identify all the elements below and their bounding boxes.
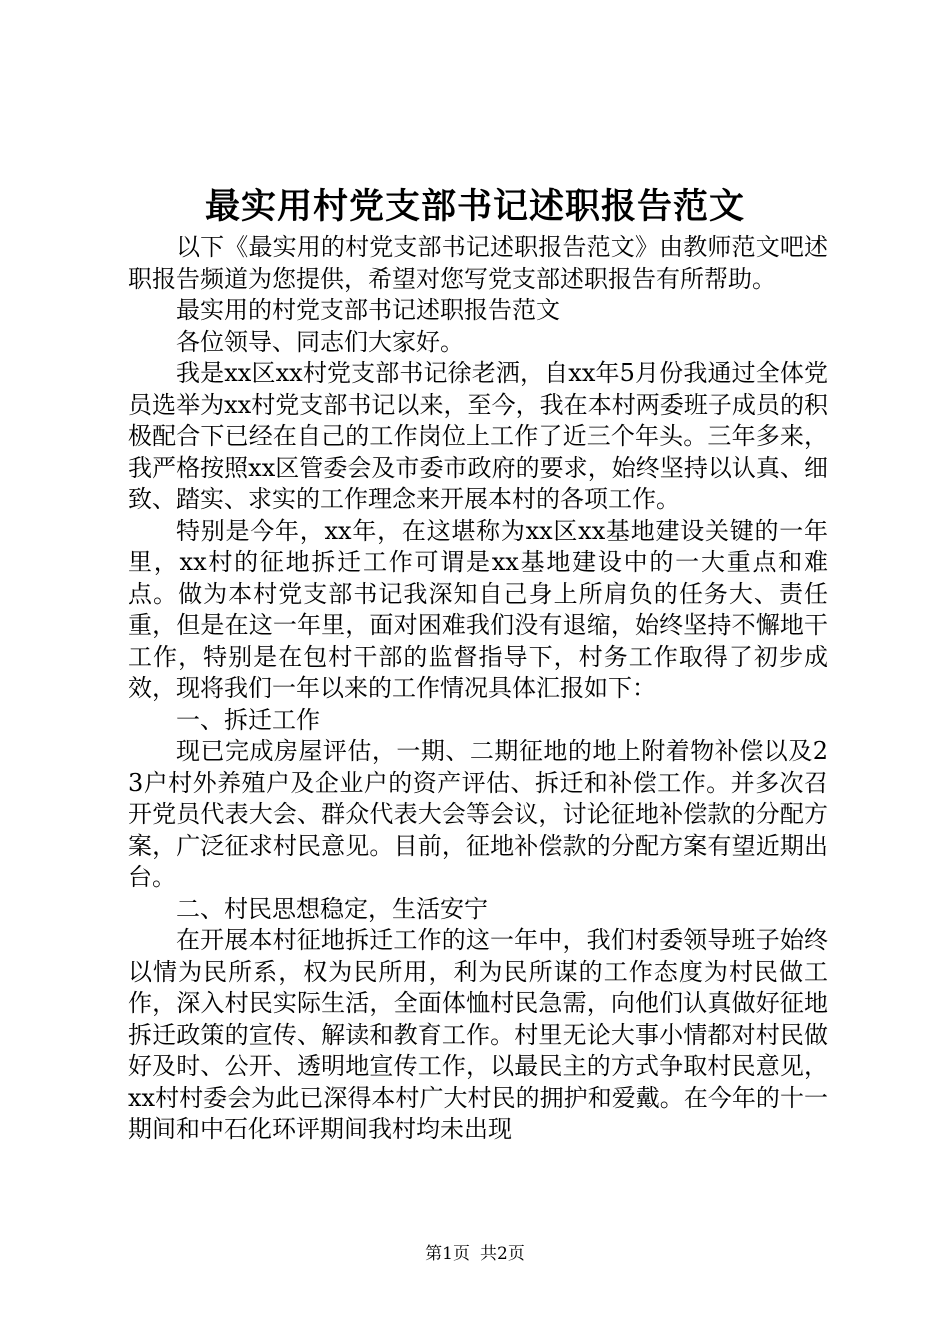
document-body	[128, 232, 828, 1146]
body-paragraph: 特别是今年，xx年，在这堪称为xx区xx基地建设关键的一年里，xx村的征地拆迁工作可谓是xx基地建设中的一大重点和难点。做为本村党支部书记我深知自己身上所肩负的任务大、责任重，但是在这一年里，面对困难我们没有退缩，始终坚持不懈地干工作，特别是在包村干部的监督指导下，村务工作取得了初步成效，现将我们一年以来的工作情况具体汇报如下：	[128, 516, 828, 702]
greeting-paragraph: 各位领导、同志们大家好。	[176, 327, 464, 356]
section-heading: 一、拆迁工作	[176, 705, 320, 734]
page-footer	[0, 1242, 950, 1266]
body-paragraph: 我是xx区xx村党支部书记徐老洒，自xx年5月份我通过全体党员选举为xx村党支部书记以来，至今，我在本村两委班子成员的积极配合下已经在自己的工作岗位上工作了近三个年头。三年多来，我严格按照xx区管委会及市委市政府的要求，始终坚持以认真、细致、踏实、求实的工作理念来开展本村的各项工作。	[128, 359, 828, 513]
section-heading: 二、村民思想稳定，生活安宁	[176, 894, 488, 923]
page-total: 共2页	[480, 1244, 525, 1264]
intro-paragraph: 以下《最实用的村党支部书记述职报告范文》由教师范文吧述职报告频道为您提供，希望对您写党支部述职报告有所帮助。	[128, 233, 828, 293]
body-paragraph: 现已完成房屋评估，一期、二期征地的地上附着物补偿以及23户村外养殖户及企业户的资产评估、拆迁和补偿工作。并多次召开党员代表大会、群众代表大会等会议，讨论征地补偿款的分配方案，广泛征求村民意见。目前，征地补偿款的分配方案有望近期出台。	[128, 737, 828, 891]
document-title: 最实用村党支部书记述职报告范文	[204, 186, 745, 227]
page-number: 第1页	[425, 1244, 470, 1264]
body-paragraph: 在开展本村征地拆迁工作的这一年中，我们村委领导班子始终以情为民所系，权为民所用，利为民所谋的工作态度为村民做工作，深入村民实际生活，全面体恤村民急需，向他们认真做好征地拆迁政策的宣传、解读和教育工作。村里无论大事小情都对村民做好及时、公开、透明地宣传工作，以最民主的方式争取村民意见，xx村村委会为此已深得本村广大村民的拥护和爱戴。在今年的十一期间和中石化环评期间我村均未出现	[128, 926, 828, 1143]
subtitle-paragraph: 最实用的村党支部书记述职报告范文	[176, 296, 560, 324]
